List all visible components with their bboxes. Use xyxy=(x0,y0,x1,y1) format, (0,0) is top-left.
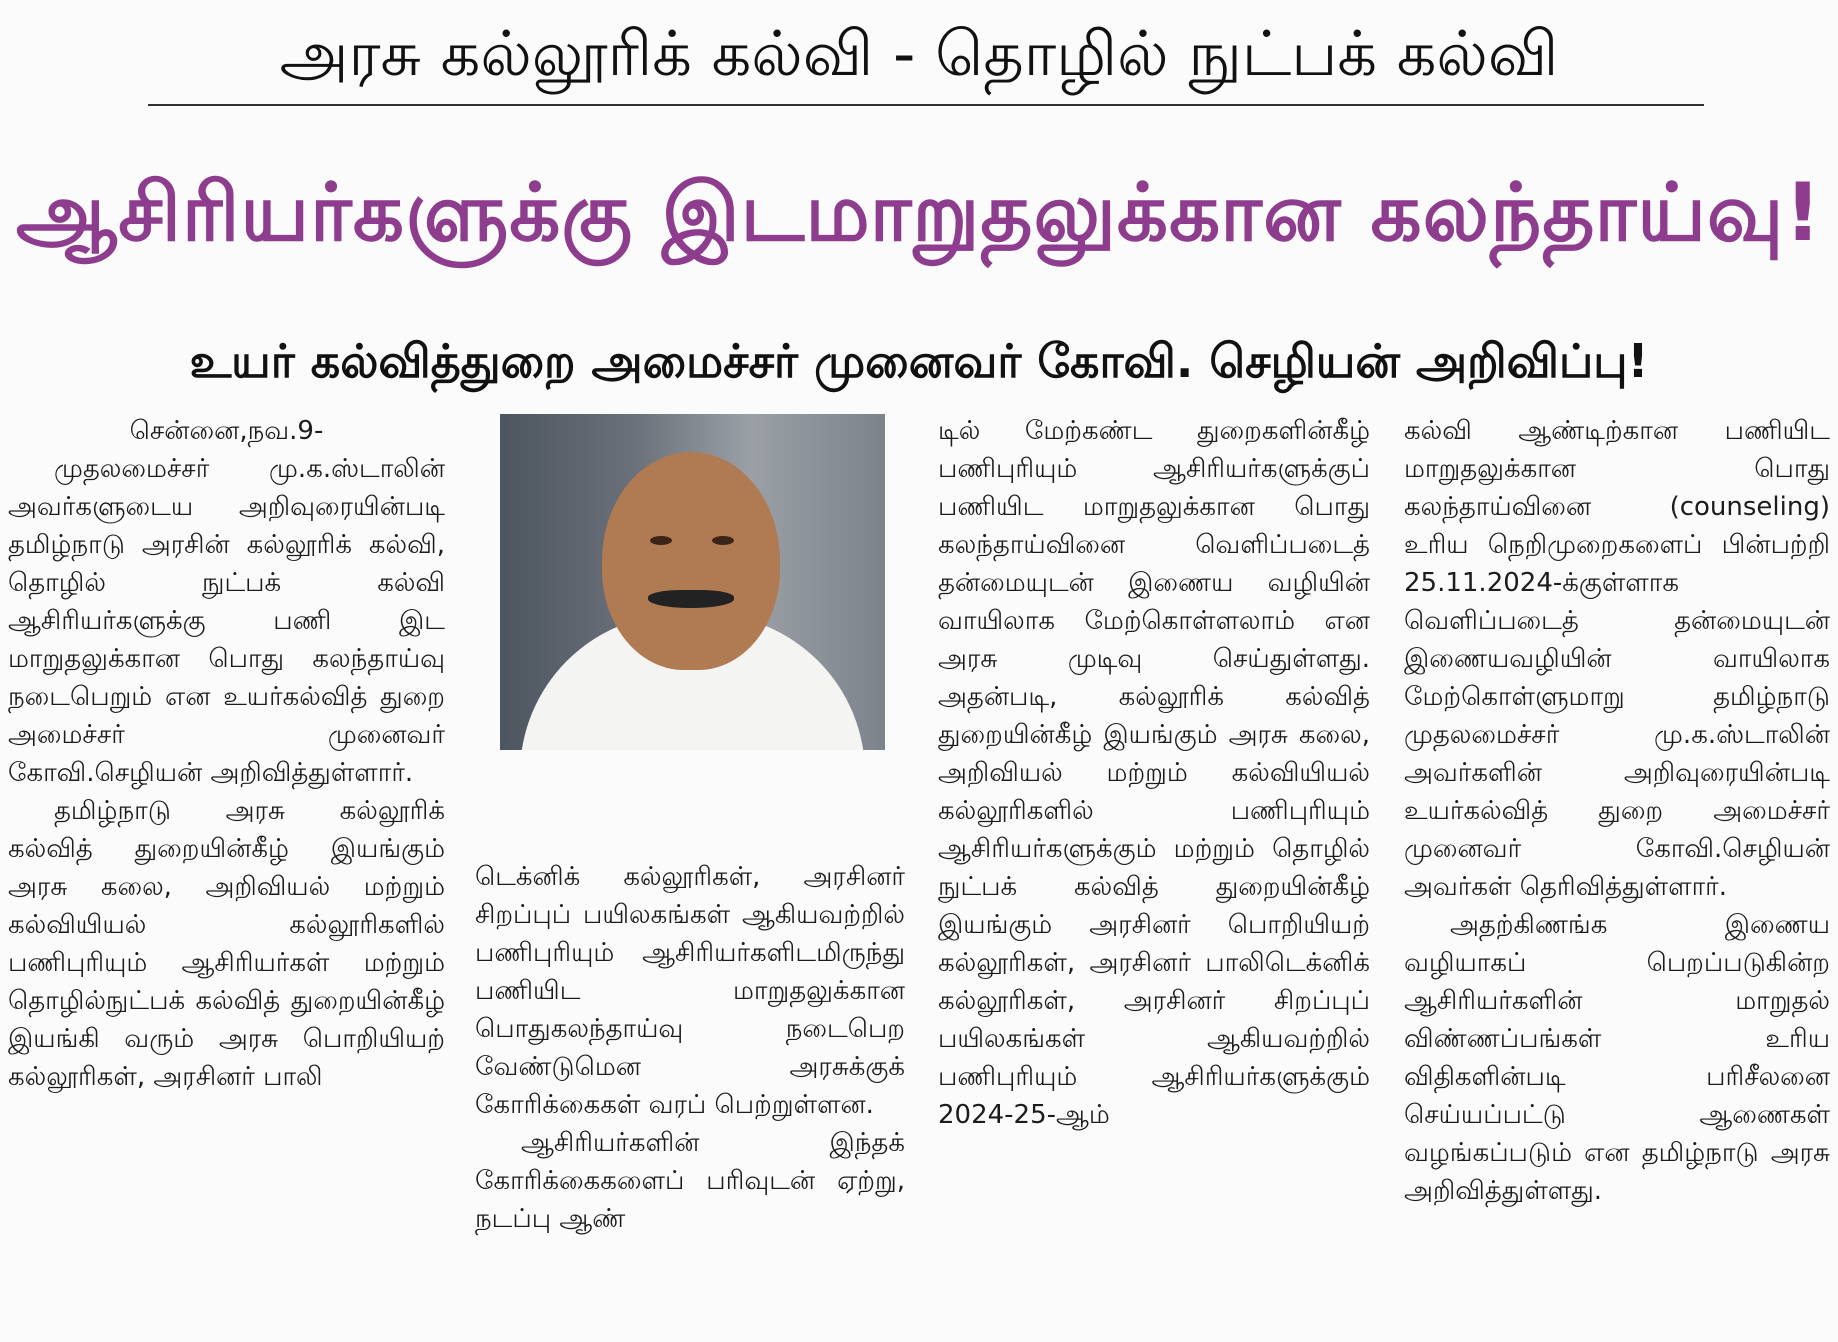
photo-eye xyxy=(712,536,734,545)
divider-rule xyxy=(148,104,1704,106)
paragraph: டில் மேற்கண்ட துறைகளின்கீழ் பணிபுரியும் ஆசிரியர்களுக்குப் பணியிட மாறுதலுக்கான பொது கலந்தாய்வினை வெளிப்படைத் தன்மையுடன் இணைய வழியின் வாயிலாக மேற்கொள்ளலாம் என அரசு முடிவு செய்துள்ளது. அதன்படி, கல்லூரிக் கல்வித் துறையின்கீழ் இயங்கும் அரசு கலை, அறிவியல் மற்றும் கல்வியியல் கல்லூரிகளில் பணிபுரியும் ஆசிரியர்களுக்கும் மற்றும் தொழில் நுட்பக் கல்வித் துறையின்கீழ் இயங்கும் அரசினர் பொறியியற் கல்லூரிகள், அரசினர் பாலிடெக்னிக் கல்லூரிகள், அரசினர் சிறப்புப் பயிலகங்கள் ஆகியவற்றில் பணிபுரியும் ஆசிரியர்களுக்கும் 2024-25-ஆம் xyxy=(938,416,1370,1130)
paragraph: அதற்கிணங்க இணைய வழியாகப் பெறப்படுகின்ற ஆசிரியர்களின் மாறுதல் விண்ணப்பங்கள் உரிய விதிகளின்படி பரிசீலனை செய்யப்பட்டு ஆணைகள் வழங்கப்படும் என தமிழ்நாடு அரசு அறிவித்துள்ளது. xyxy=(1404,910,1830,1206)
paragraph: ஆசிரியர்களின் இந்தக் கோரிக்கைகளைப் பரிவுடன் ஏற்று, நடப்பு ஆண் xyxy=(475,1128,905,1234)
photo-face xyxy=(602,452,780,670)
article-column-4 xyxy=(1404,412,1830,1342)
paragraph: முதலமைச்சர் மு.க.ஸ்டாலின் அவர்களுடைய அறிவுரையின்படி தமிழ்நாடு அரசின் கல்லூரிக் கல்வி, தொழில் நுட்பக் கல்வி ஆசிரியர்களுக்கு பணி இட மாறுதலுக்கான பொது கலந்தாய்வு நடைபெறும் என உயர்கல்வித் துறை அமைச்சர் முனைவர் கோவி.செழியன் அறிவித்துள்ளார். xyxy=(8,454,445,788)
article-column-1 xyxy=(8,412,445,1342)
paragraph: டெக்னிக் கல்லூரிகள், அரசினர் சிறப்புப் பயிலகங்கள் ஆகியவற்றில் பணிபுரியும் ஆசிரியர்களிடமிருந்து பணியிட மாறுதலுக்கான பொதுகலந்தாய்வு நடைபெற வேண்டுமென அரசுக்குக் கோரிக்கைகள் வரப் பெற்றுள்ளன. xyxy=(475,862,905,1120)
minister-photo xyxy=(500,414,885,750)
photo-eye xyxy=(650,536,672,545)
paragraph: கல்வி ஆண்டிற்கான பணியிட மாறுதலுக்கான பொது கலந்தாய்வினை (counseling) உரிய நெறிமுறைகளைப் பின்பற்றி 25.11.2024-க்குள்ளாக வெளிப்படைத் தன்மையுடன் இணையவழியின் வாயிலாக மேற்கொள்ளுமாறு தமிழ்நாடு முதலமைச்சர் மு.க.ஸ்டாலின் அவர்களின் அறிவுரையின்படி உயர்கல்வித் துறை அமைச்சர் முனைவர் கோவி.செழியன் அவர்கள் தெரிவித்துள்ளார். xyxy=(1404,416,1830,902)
paragraph: தமிழ்நாடு அரசு கல்லூரிக் கல்வித் துறையின்கீழ் இயங்கும் அரசு கலை, அறிவியல் மற்றும் கல்வியியல் கல்லூரிகளில் பணிபுரியும் ஆசிரியர்கள் மற்றும் தொழில்நுட்பக் கல்வித் துறையின்கீழ் இயங்கி வரும் அரசு பொறியியற் கல்லூரிகள், அரசினர் பாலி xyxy=(8,796,445,1092)
headline: ஆசிரியர்களுக்கு இடமாறுதலுக்கான கலந்தாய்வு! xyxy=(16,166,1822,259)
kicker-heading: அரசு கல்லூரிக் கல்வி - தொழில் நுட்பக் கல்வி xyxy=(279,17,1559,90)
article-column-3 xyxy=(938,412,1370,1342)
photo-mustache xyxy=(648,590,734,608)
dateline: சென்னை,நவ.9- xyxy=(129,416,324,446)
subheadline: உயர் கல்வித்துறை அமைச்சர் முனைவர் கோவி. செழியன் அறிவிப்பு! xyxy=(189,334,1649,388)
article-column-2 xyxy=(475,858,905,1342)
